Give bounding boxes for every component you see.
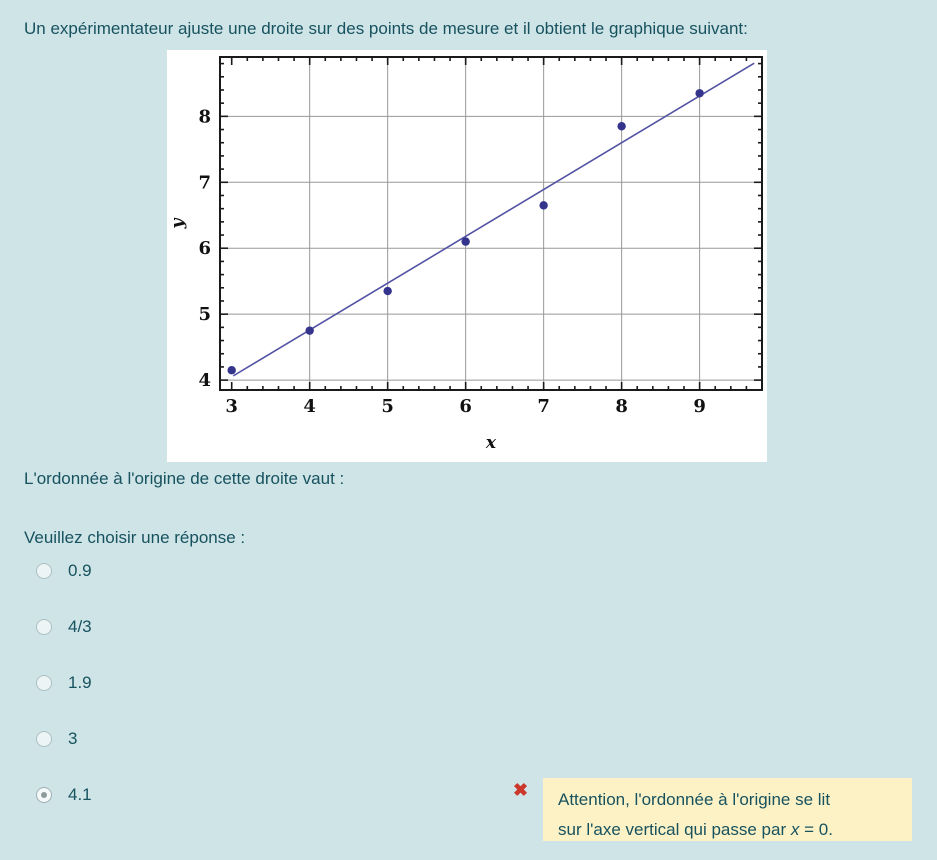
data-point [305,326,313,334]
data-point [695,89,703,97]
answer-option-label[interactable]: 4.1 [68,785,92,804]
data-point [383,287,391,295]
feedback-line2-suffix: = 0. [799,820,833,839]
feedback-box [543,778,912,841]
y-tick-label: 4 [198,370,211,392]
subquestion-text: L'ordonnée à l'origine de cette droite vaut : [24,469,345,488]
feedback-variable-x: x [790,820,800,839]
feedback-line1: Attention, l'ordonnée à l'origine se lit [558,790,831,809]
x-axis-label: x [485,433,497,453]
y-tick-label: 6 [198,238,211,260]
scatter-plot-fitted-line [167,50,767,462]
radio-button-selected[interactable] [36,787,52,803]
x-tick-label: 3 [225,396,238,417]
feedback-line2-prefix: sur l'axe vertical qui passe par [558,820,791,839]
chart-panel [167,50,767,462]
y-tick-label: 7 [198,172,211,194]
answer-prompt-text: Veuillez choisir une réponse : [24,528,246,547]
question-intro-text: Un expérimentateur ajuste une droite sur des points de mesure et il obtient le graphique suivant: [24,19,748,38]
answer-option-label[interactable]: 3 [68,729,78,748]
data-point [461,237,469,245]
answer-option-row[interactable] [36,614,92,640]
feedback-line2 [558,815,900,845]
radio-button[interactable] [36,731,52,747]
radio-button[interactable] [36,619,52,635]
data-point [617,122,625,130]
answer-option-row[interactable] [36,558,92,584]
x-tick-label: 5 [381,396,394,417]
x-tick-label: 8 [615,396,628,417]
y-tick-label: 8 [198,106,211,128]
data-point [227,366,235,374]
radio-button[interactable] [36,563,52,579]
y-tick-label: 5 [198,304,211,326]
radio-button[interactable] [36,675,52,691]
answer-options-list [36,558,92,838]
answer-option-label[interactable]: 4/3 [68,617,92,636]
incorrect-cross-icon: ✖ [513,780,529,800]
answer-option-row[interactable] [36,782,92,808]
answer-option-row[interactable] [36,726,92,752]
x-tick-label: 4 [303,396,316,417]
y-axis-label: y [168,218,188,229]
x-tick-label: 7 [537,396,550,417]
data-point [539,201,547,209]
x-tick-label: 9 [693,396,706,417]
answer-option-label[interactable]: 1.9 [68,673,92,692]
answer-option-row[interactable] [36,670,92,696]
answer-option-label[interactable]: 0.9 [68,561,92,580]
x-tick-label: 6 [459,396,472,417]
